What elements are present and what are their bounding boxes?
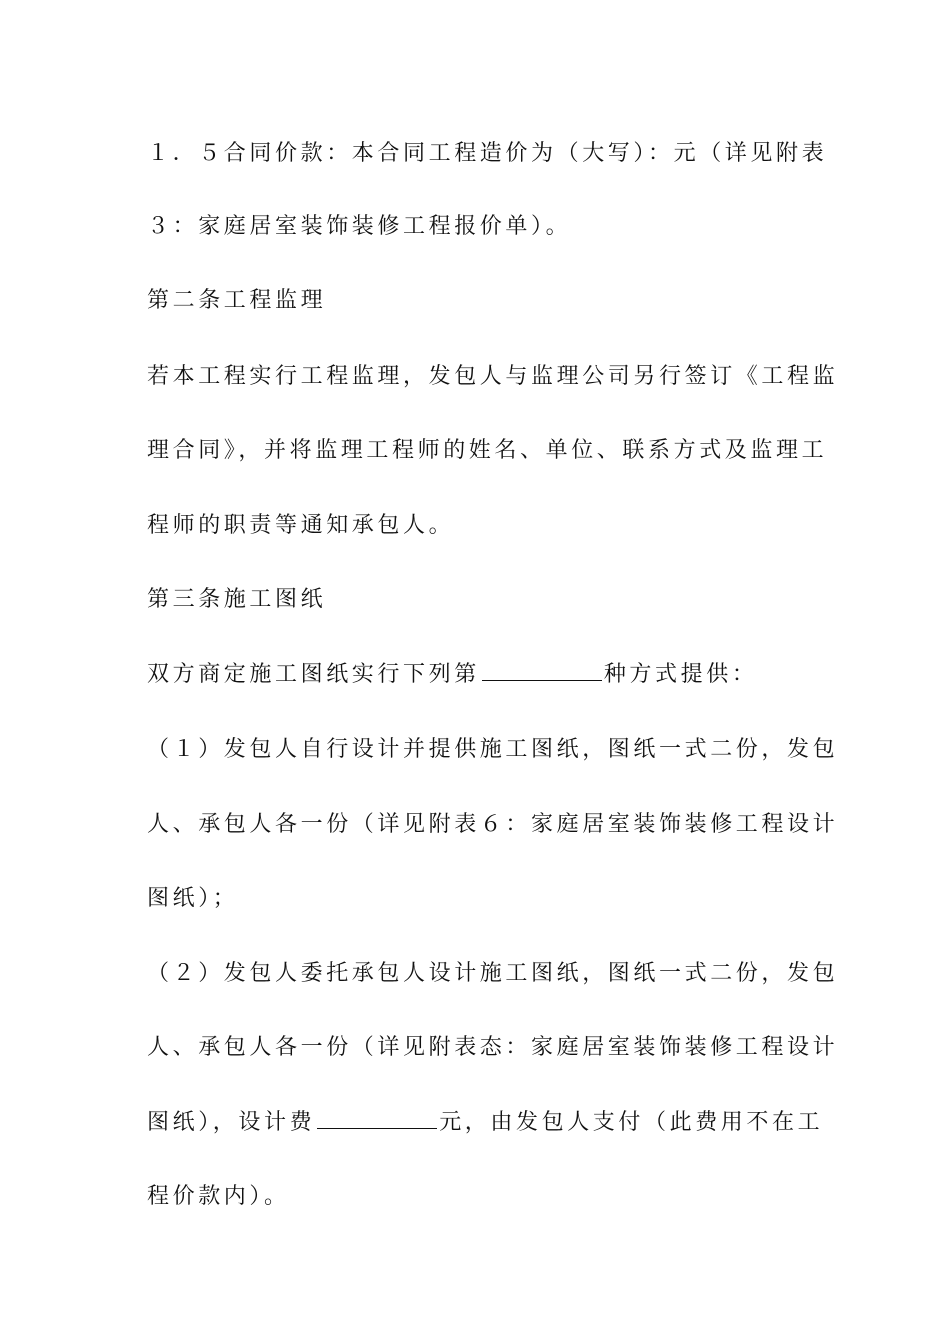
drawings-method-text-after: 种方式提供： [603, 662, 758, 687]
option-1-line-3: 图纸）； [147, 886, 239, 911]
option-2-line-1: （２）发包人委托承包人设计施工图纸，图纸一式二份，发包 [147, 961, 839, 986]
supervision-paragraph-line-3: 程师的职责等通知承包人。 [147, 513, 455, 538]
option-1-line-2: 人、承包人各一份（详见附表６：家庭居室装饰装修工程设计 [147, 812, 839, 837]
option-1-line-1: （１）发包人自行设计并提供施工图纸，图纸一式二份，发包 [147, 737, 839, 762]
design-fee-text-after: 元，由发包人支付（此费用不在工 [439, 1110, 824, 1135]
drawings-method-text-before: 双方商定施工图纸实行下列第 [147, 662, 480, 687]
method-number-blank [482, 660, 602, 681]
clause-1-5-line-1: １．５合同价款：本合同工程造价为（大写）：元（详见附表 [147, 141, 828, 166]
design-fee-text-before: 图纸），设计费 [147, 1110, 316, 1135]
drawings-method-line [147, 660, 807, 690]
option-2-line-4: 程价款内）。 [147, 1184, 290, 1209]
article-3-heading: 第三条施工图纸 [147, 587, 327, 612]
supervision-paragraph-line-1: 若本工程实行工程监理，发包人与监理公司另行签订《工程监 [147, 364, 839, 389]
option-2-line-3 [147, 1108, 824, 1138]
supervision-paragraph-line-2: 理合同》，并将监理工程师的姓名、单位、联系方式及监理工 [147, 438, 828, 463]
clause-1-5-line-2: ３：家庭居室装饰装修工程报价单）。 [147, 214, 572, 239]
option-2-line-2: 人、承包人各一份（详见附表态：家庭居室装饰装修工程设计 [147, 1035, 839, 1060]
article-2-heading: 第二条工程监理 [147, 288, 327, 313]
design-fee-blank [317, 1108, 437, 1129]
